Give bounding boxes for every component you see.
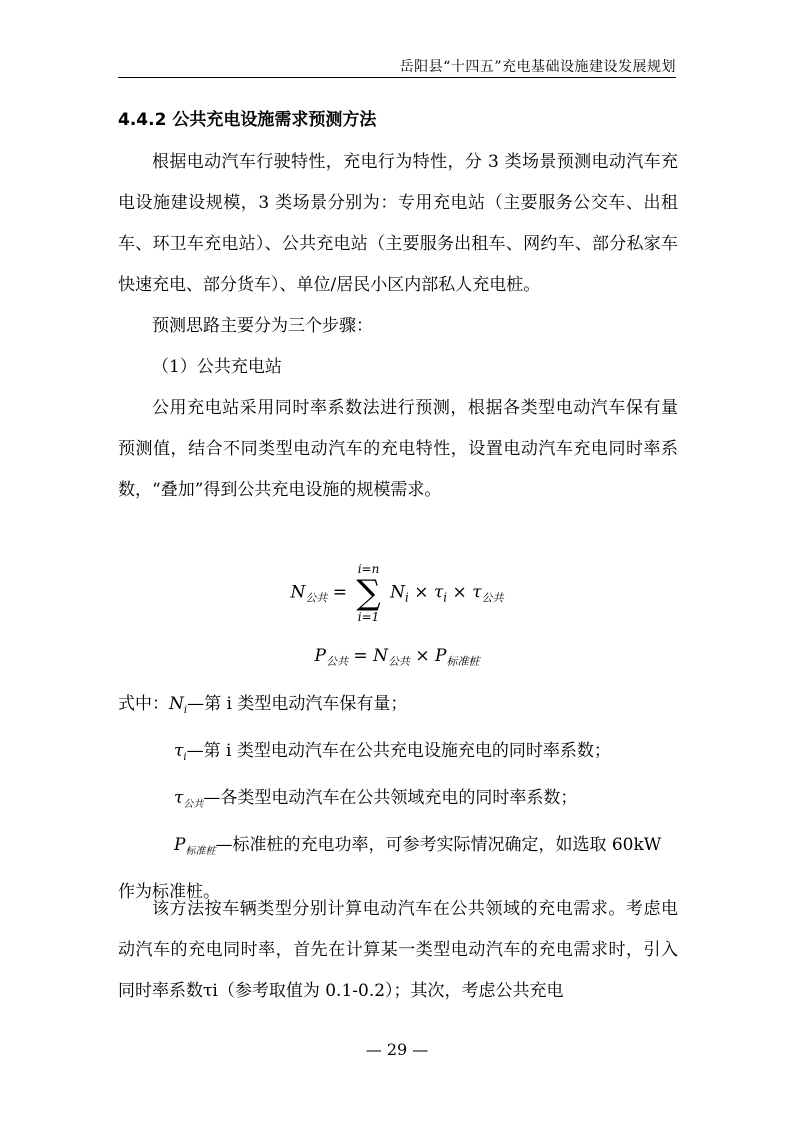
formula-p-public: $P_{公共} = N_{公共} \times P_{标准桩}$ — [314, 646, 480, 668]
formula-n-public: $N_{公共}$ = i=n ∑ i=1 $N_i \times \tau_i \times \tau_{公共}$ — [290, 562, 504, 624]
definition-ni: 式中：$N_i—$第 i 类型电动汽车保有量； — [118, 694, 408, 716]
paragraph-calculation: 该方法按车辆类型分别计算电动汽车在公共领域的充电需求。考虑电动汽车的充电同时率，首先在计算某一类型电动汽车的充电需求时，引入同时率系数τi（参考取值为 0.1-0.2）；其次，考虑公共充电 — [118, 899, 678, 1001]
paragraph-method: 公用充电站采用同时率系数法进行预测，根据各类型电动汽车保有量预测值，结合不同类型电动汽车的充电特性，设置电动汽车充电同时率系数，“叠加”得到公共充电设施的规模需求。 — [118, 398, 678, 500]
definition-tau-public: $\tau_{公共}—$各类型电动汽车在公共领域充电的同时率系数； — [174, 788, 578, 810]
paragraph-steps: 预测思路主要分为三个步骤： — [152, 316, 373, 336]
paragraph-intro: 根据电动汽车行驶特性，充电行为特性，分 3 类场景预测电动汽车充电设施建设规模，3 类场景分别为：专用充电站（主要服务公交车、出租车、环卫车充电站）、公共充电站（主要服务出租车、网约车、部分私家车快速充电、部分货车）、单位/居民小区内部私人充电桩。 — [118, 152, 678, 295]
section-heading: 4.4.2 公共充电设施需求预测方法 — [118, 110, 377, 130]
paragraph-block-1 — [118, 142, 678, 511]
paragraph-block-2 — [118, 889, 678, 1012]
definitions-block — [118, 684, 678, 913]
definition-tau-i: $\tau_i—$第 i 类型电动汽车在公共充电设施充电的同时率系数； — [174, 741, 611, 763]
header-rule — [118, 77, 676, 78]
summation-symbol: i=n ∑ i=1 — [356, 562, 381, 624]
paragraph-subheading: （1）公共充电站 — [152, 357, 282, 377]
definition-p-standard: $P_{标准桩}—$标准桩的充电功率，可参考实际情况确定，如选取 60kW 作为标准桩。 — [118, 835, 662, 902]
page-number: — 29 — — [365, 1040, 429, 1059]
running-header: 岳阳县“十四五”充电基础设施建设发展规划 — [399, 59, 676, 75]
